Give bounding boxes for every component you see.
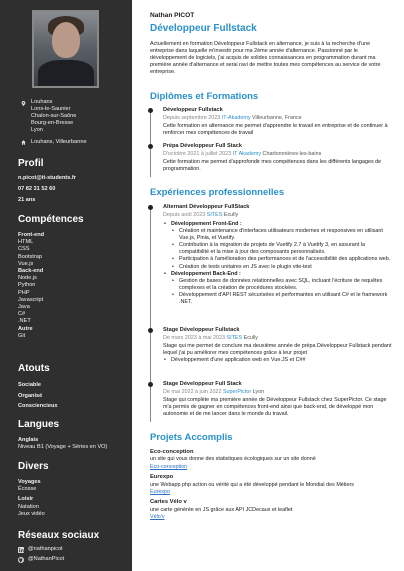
experience-point: • Développement d'une application web en Vue.JS et C## <box>163 357 395 364</box>
experience-item-place: Ecully <box>223 212 239 218</box>
experience-item-org[interactable]: SITES <box>206 212 223 218</box>
experience-item <box>163 327 395 364</box>
experience-group-label: Développement Back-End : <box>171 270 241 277</box>
projects-list <box>150 449 395 522</box>
education-item-desc: Cette formation me permet d'approfondir mes compétences dans les différents langages de programmation. <box>163 159 382 173</box>
assets-title: Atouts <box>18 363 50 374</box>
experience-point: • Développement d'API REST sécurisées et performantes en utilisant C# et le framework .NET. <box>171 292 395 306</box>
projects-title: Projets Accomplis <box>150 432 233 443</box>
person-name: Nathan PICOT <box>150 12 195 19</box>
experience-item-org[interactable]: SITES <box>226 335 243 341</box>
sidebar <box>0 0 132 571</box>
phone-text[interactable]: 07 82 31 52 60 <box>18 186 56 192</box>
timeline-dot <box>148 328 153 333</box>
language-level: Niveau B1 (Voyage + Séries en VO) <box>18 444 108 451</box>
education-item-title: Prépa Développeur Full Stack <box>163 143 242 149</box>
misc-title: Divers <box>18 461 49 472</box>
experience-points <box>163 357 395 364</box>
asset-item: Organisé <box>18 392 43 399</box>
asset-item: Consciencieux <box>18 403 58 410</box>
language-name: Anglais <box>18 437 39 443</box>
experience-item-date: Depuis août 2023 <box>163 212 206 218</box>
skill-item: C# <box>18 311 26 318</box>
experience-points <box>171 228 395 271</box>
experience-point: • Participation à l'amélioration des performances et de l'accessibilité des applications web. <box>171 256 395 263</box>
skill-item: Java <box>18 304 30 311</box>
skill-item: Git <box>18 332 26 339</box>
summary-text: Actuellement en formation Développeur Fullstack en alternance, je suis à la recherche d'une entreprise dans laquelle m'investir pour ma 2ème année d'alternance. Passionné par le développement de logiciels, j'ai acquis de solides connaissances en programmation durant ma première année d'alternance et serai ravi de mettre toutes mes compétences au service de votre entreprise. <box>150 41 381 76</box>
experience-point: • Création et maintenance d'interfaces utilisateurs modernes et responsives en utilisant Vue.js, Pinia, et Vuetify. <box>171 228 395 242</box>
address-line: Louhans <box>31 99 53 105</box>
address-line: Bourg-en-Bresse <box>31 120 74 126</box>
experience-item-meta <box>163 389 395 395</box>
language-block <box>18 437 107 451</box>
github-icon[interactable] <box>18 557 24 563</box>
email-text[interactable]: n.picot@it-students.fr <box>18 175 76 181</box>
education-item-date: Depuis septembre 2023 <box>163 115 221 121</box>
experience-item-title: Alternant Développeur FullStack <box>163 204 250 210</box>
education-item-title: Développeur Fullstack <box>163 107 223 113</box>
address-line: Chalon-sur-Saône <box>31 113 77 119</box>
address-line: Lons-le-Saunier <box>31 106 71 112</box>
skills-group-label: Back-end <box>18 268 44 275</box>
experience-point: • Création de tests unitaires en JS avec le plugin vite-test <box>171 264 395 271</box>
misc-item: Natation <box>18 503 39 510</box>
skills-group-label: Autre <box>18 325 33 332</box>
timeline-dot <box>148 108 153 113</box>
skill-item: HTML <box>18 239 34 246</box>
misc-group-label: Voyages <box>18 479 41 485</box>
project-title: Eurexpo <box>150 474 174 481</box>
experience-group-label: Développement Front-End : <box>171 221 242 227</box>
education-item-place: Villeurbanne, France <box>252 115 302 121</box>
location-pin-icon <box>21 101 26 106</box>
education-item-org[interactable]: IT-Akademy <box>221 115 251 121</box>
github-handle[interactable]: @NathanPicot <box>28 556 65 562</box>
home-icon <box>21 140 26 145</box>
misc-list <box>18 479 45 518</box>
education-item <box>163 143 395 173</box>
profile-title: Profil <box>18 158 44 169</box>
experience-group <box>163 221 395 271</box>
timeline-dot <box>148 205 153 210</box>
experience-item-desc: Stage qui complète ma première année de Développeur Fullstack chez SuperPictor. Ce stage m'a permis de gagner en compétences front-end ainsi que back-end, de développé mon autonomie et de me lancer dans le monde du travail. <box>163 397 387 418</box>
timeline-dot <box>148 382 153 387</box>
main-content <box>132 0 404 571</box>
experience-item-meta <box>163 212 395 218</box>
education-item-org[interactable]: IT Akademy <box>232 151 262 157</box>
experience-item-place: Ecully <box>243 335 258 341</box>
experience-item-date: De mai 2022 à juin 2022 <box>163 389 222 395</box>
experience-item-desc: Stage qui me permet de conclure ma deuxième année de prépa Développeur Fullstack pendant lequel j'ai pu améliorer mes compétences grâce à leur projet <box>163 343 392 357</box>
project-link[interactable]: Vélo'v <box>150 514 165 521</box>
education-item <box>163 107 395 137</box>
age-text: 21 ans <box>18 197 36 203</box>
education-item-desc: Cette formation en alternance me permet d'apprendre le travail en entreprise et de continuer à renforcer mes compétences de travail <box>163 123 388 137</box>
experience-item-title: Stage Développeur Fullstack <box>163 327 240 333</box>
languages-title: Langues <box>18 419 60 430</box>
experience-item-meta <box>163 335 395 341</box>
project-title: Eco-conception <box>150 449 194 455</box>
timeline-dot <box>148 144 153 149</box>
project-desc: une Webapp php action ou vérité qui a été développé pendant le Mondial des Métiers <box>150 481 354 488</box>
experience-point: • Gestion de bases de données relationnelles avec SQL, incluant l'écriture de requêtes complexes et la création de procédures stockées. <box>171 278 395 292</box>
project-link[interactable]: Eurexpo <box>150 489 171 496</box>
social-title: Réseaux sociaux <box>18 530 100 541</box>
education-item-date: D'octobre 2021 à juillet 2023 <box>163 151 232 157</box>
experience-item <box>163 204 395 306</box>
job-title: Développeur Fullstack <box>150 23 257 34</box>
misc-group-label: Loisir <box>18 496 34 503</box>
project-link[interactable]: Eco-conception <box>150 463 188 470</box>
assets-list <box>18 380 57 412</box>
misc-item: Jeux vidéo <box>18 510 45 517</box>
experience-item-org[interactable]: SuperPictor <box>222 389 252 395</box>
project-desc: une carte générée en JS grâce aux API JCDecaux et leaflet <box>150 506 293 513</box>
experience-item-title: Stage Développeur Full Stack <box>163 381 242 387</box>
experience-points <box>171 278 395 306</box>
project-title: Cartes Vélo v <box>150 499 187 506</box>
experience-title: Expériences professionnelles <box>150 187 285 198</box>
experience-item <box>163 381 395 418</box>
experience-point: • Contribution à la migration de projets de Vuetify 2.7 à Vuetify 3, en assurant la compatibilité et la mise à jour des composants personnalisés. <box>171 242 395 256</box>
education-item-meta <box>163 151 395 157</box>
skill-item: Bootstrap <box>18 253 42 260</box>
education-title: Diplômes et Formations <box>150 91 259 102</box>
skills-title: Compétences <box>18 214 84 225</box>
education-item-meta <box>163 115 395 121</box>
education-item-place: Charbonnières-les-bains <box>262 151 322 157</box>
address-line: Lyon <box>31 127 43 133</box>
skills-group <box>18 232 44 340</box>
skill-item: Javascript <box>18 296 44 303</box>
experience-group <box>163 271 395 306</box>
experience-groups <box>163 221 395 306</box>
skill-item: Vue.js <box>18 260 34 267</box>
profile-photo <box>32 10 99 88</box>
skill-item: .NET <box>18 318 31 325</box>
experience-timeline <box>150 208 151 422</box>
skill-item: PHP <box>18 289 30 296</box>
experience-item-date: De mars 2023 à mai 2023 <box>163 335 226 341</box>
home-line: Louhans, Villeurbanne <box>31 139 87 145</box>
linkedin-icon[interactable] <box>18 547 24 553</box>
linkedin-handle[interactable]: @nathanpicot <box>28 546 63 552</box>
asset-item: Sociable <box>18 382 42 388</box>
experience-item-place: Lyon <box>252 389 265 395</box>
skills-group-label: Front-end <box>18 232 45 238</box>
skill-item: Node.js <box>18 275 37 282</box>
skill-item: CSS <box>18 246 30 253</box>
misc-item: Écosse <box>18 486 37 493</box>
skill-item: Python <box>18 282 36 289</box>
project-desc: un site qui vous donne des statistiques écologiques sur un site donné <box>150 456 316 463</box>
